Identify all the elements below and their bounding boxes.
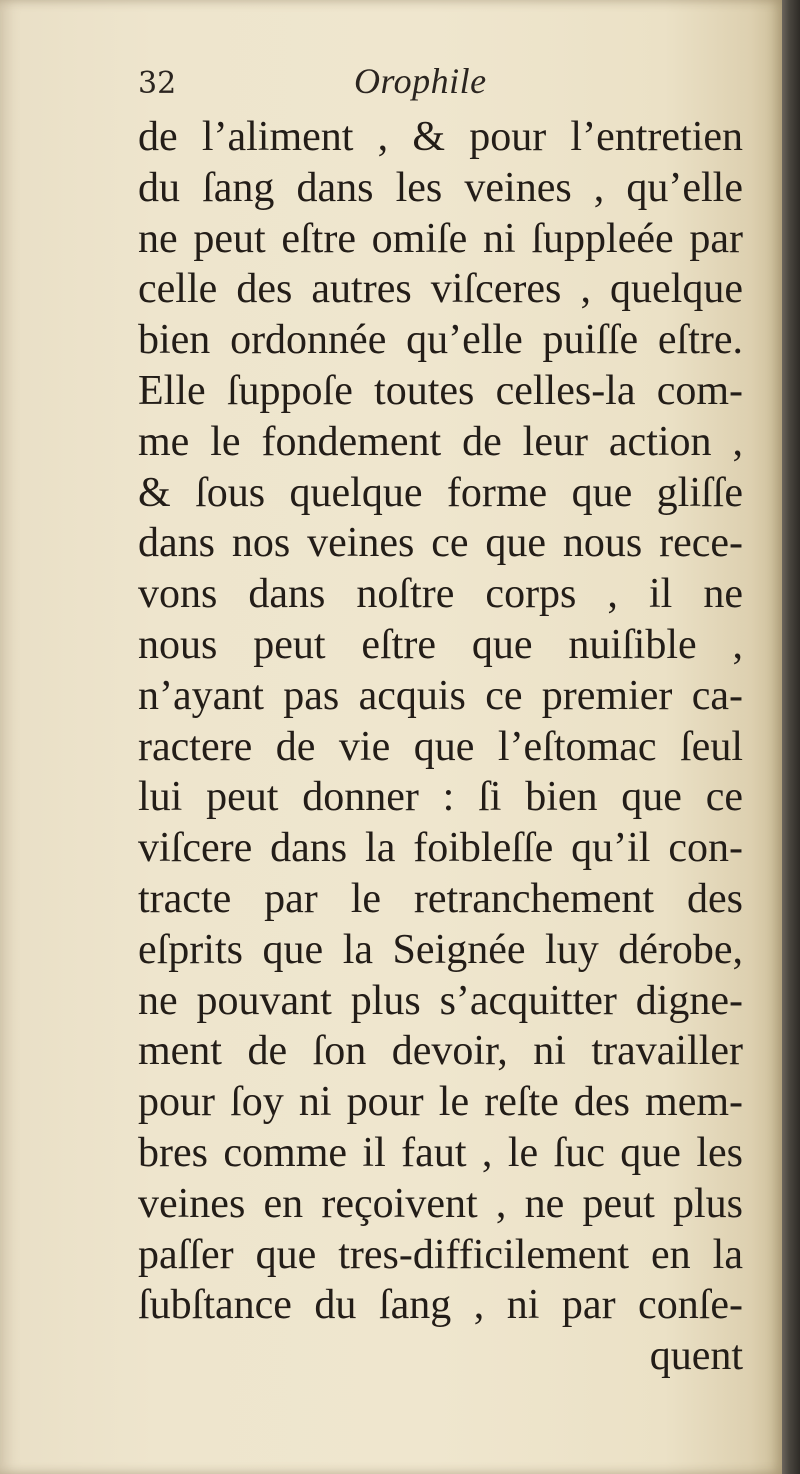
text-line: dans nos veines ce que nous rece-: [138, 520, 743, 567]
text-line: bien ordonnée qu’elle puiſſe eſtre.: [138, 317, 743, 364]
catchword: quent: [649, 1333, 743, 1380]
text-line: vons dans noſtre corps , il ne: [138, 571, 743, 618]
text-line: du ſang dans les veines , qu’elle: [138, 164, 743, 211]
text-line: ment de ſon devoir, ni travailler: [138, 1028, 743, 1075]
body-text: [138, 112, 743, 1382]
text-line: ſubſtance du ſang , ni par conſe-: [138, 1282, 743, 1329]
text-line: ne pouvant plus s’acquitter digne-: [138, 977, 743, 1024]
text-line: pour ſoy ni pour le reſte des mem-: [138, 1079, 743, 1126]
text-line: me le fondement de leur action ,: [138, 418, 743, 465]
text-line: n’ayant pas acquis ce premier ca-: [138, 672, 743, 719]
text-line: ractere de vie que l’eſtomac ſeul: [138, 723, 743, 770]
text-line: & ſous quelque forme que gliſſe: [138, 469, 743, 516]
page-number: 32: [138, 66, 177, 101]
text-line: ne peut eſtre omiſe ni ſuppleée par: [138, 215, 743, 262]
running-head: [138, 60, 738, 110]
text-line: lui peut donner : ſi bien que ce: [138, 774, 743, 821]
text-line: viſcere dans la foibleſſe qu’il con-: [138, 825, 743, 872]
text-line: de l’aliment , & pour l’entretien: [138, 114, 743, 160]
running-title: Orophile: [354, 61, 487, 101]
text-line: Elle ſuppoſe toutes celles-la com-: [138, 367, 743, 414]
text-line: veines en reçoivent , ne peut plus: [138, 1180, 743, 1227]
text-line: eſprits que la Seignée luy dérobe,: [138, 926, 743, 973]
text-line: tracte par le retranchement des: [138, 875, 743, 922]
text-line: nous peut eſtre que nuiſible ,: [138, 621, 743, 668]
text-line: paſſer que tres-difficilement en la: [138, 1231, 743, 1278]
book-spine-edge: [782, 0, 800, 1474]
text-line: bres comme il faut , le ſuc que les: [138, 1129, 743, 1176]
text-line: celle des autres viſceres , quelque: [138, 266, 743, 313]
